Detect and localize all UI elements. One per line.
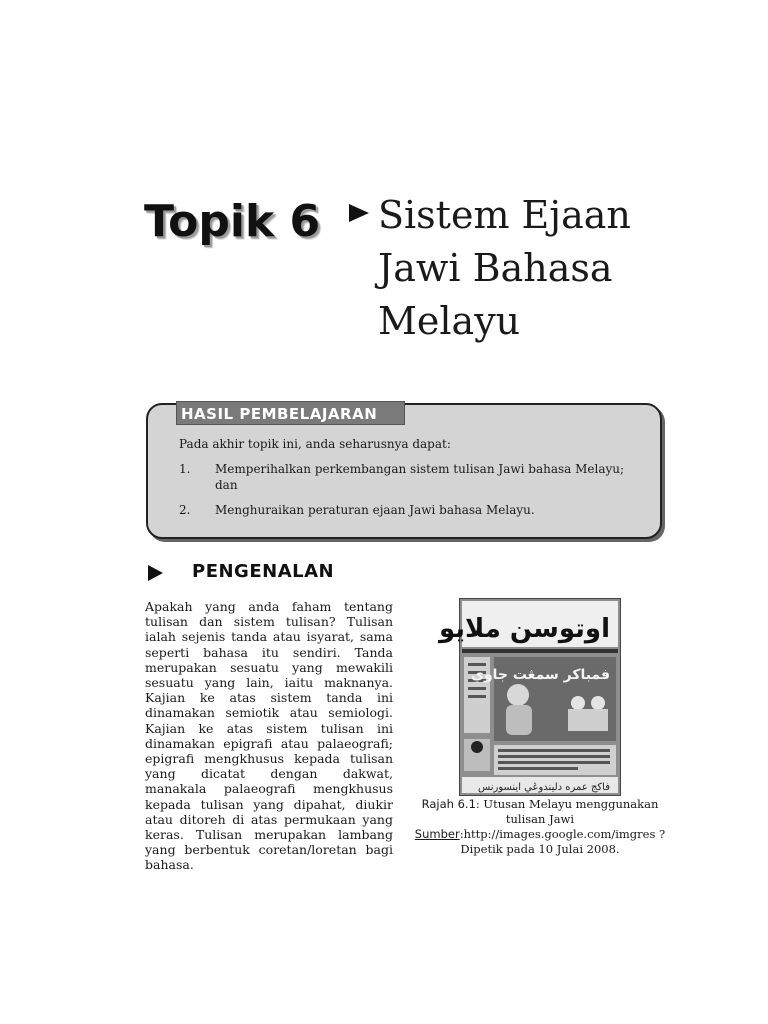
caption-label: Rajah 6.1 bbox=[421, 797, 476, 811]
topic-label: Topik 6 bbox=[144, 196, 321, 247]
section-heading: PENGENALAN bbox=[192, 561, 335, 582]
section-arrow-icon bbox=[148, 565, 163, 581]
newspaper-image bbox=[438, 598, 621, 796]
item-text: Memperihalkan perkembangan sistem tulisan Jawi bahasa Melayu; dan bbox=[215, 462, 625, 492]
item-number: 1. bbox=[179, 462, 191, 476]
learning-outcomes-heading: HASIL PEMBELAJARAN bbox=[176, 401, 405, 425]
newspaper-picture bbox=[438, 599, 620, 795]
source-text: :http://images.google.com/imgres ? Dipetik pada 10 Julai 2008. bbox=[459, 827, 666, 856]
caption-text: : Utusan Melayu menggunakan tulisan Jawi bbox=[475, 797, 659, 826]
figure-caption bbox=[408, 797, 672, 857]
newspaper-footer-line: فاكج عمره دليندوڠي اينسورنس bbox=[477, 782, 610, 793]
chapter-title: Sistem Ejaan Jawi Bahasa Melayu bbox=[378, 193, 631, 343]
item-text: Menghuraikan peraturan ejaan Jawi bahasa Melayu. bbox=[215, 503, 535, 517]
newspaper-masthead: اوتوسن ملايو bbox=[438, 614, 610, 644]
caption-line bbox=[408, 797, 672, 827]
item-number: 2. bbox=[179, 503, 191, 517]
intro-paragraph: Apakah yang anda faham tentang tulisan dan sistem tulisan? Tulisan ialah sejenis tanda atau isyarat, sama seperti bahasa itu sendiri. Tanda merupakan sesuatu yang mewakili sesuatu yang lain, iaitu maknanya. Kajian ke atas sistem tanda ini dinamakan semiotik atau semiologi. Kajian ke atas sistem tulisan ini dinamakan epigrafi atau palaeografi; epigrafi mengkhusus kepada tulisan yang dicatat dengan dakwat, manakala palaeografi mengkhusus kepada tulisan yang dipahat, diukir atau ditoreh di atas permukaan yang keras. Tulisan merupakan lambang yang berbentuk coretan/loretan bagi bahasa. bbox=[145, 599, 393, 873]
newspaper-headline: فمباكر سمڠت جاوي bbox=[471, 667, 610, 683]
source-label: Sumber bbox=[414, 827, 460, 841]
title-arrow-icon bbox=[349, 204, 369, 222]
source-line bbox=[408, 827, 672, 857]
learning-outcomes-intro: Pada akhir topik ini, anda seharusnya dapat: bbox=[179, 437, 451, 451]
